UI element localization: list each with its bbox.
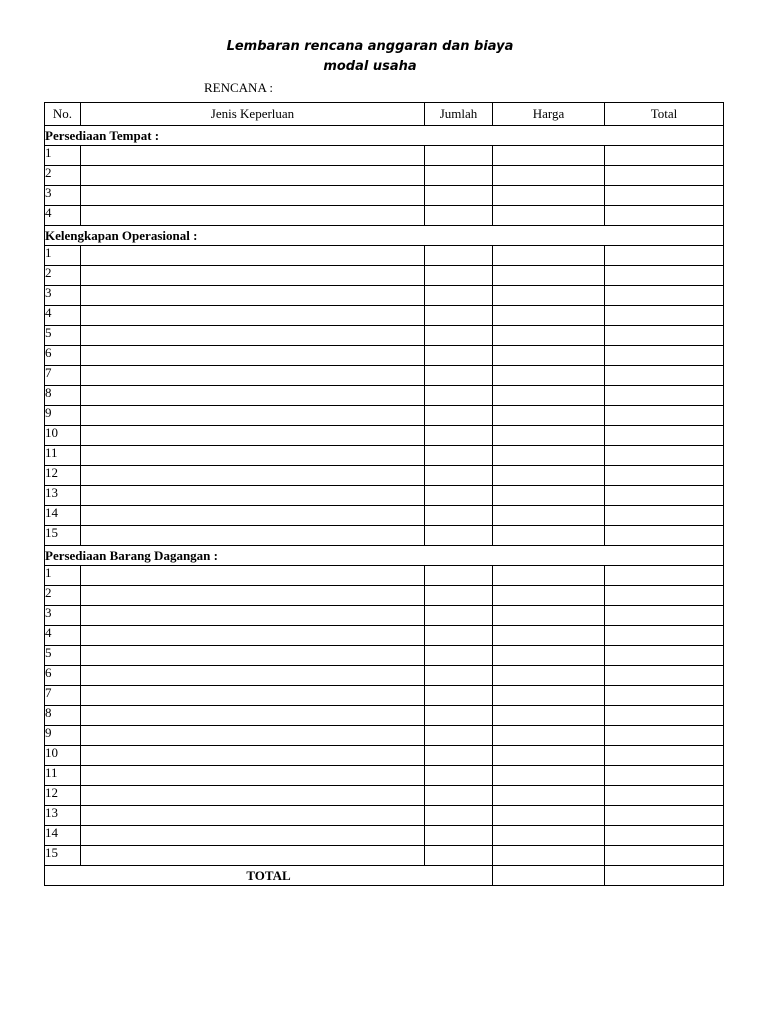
jenis-keperluan-cell[interactable] bbox=[81, 586, 425, 606]
jumlah-cell[interactable] bbox=[425, 626, 493, 646]
harga-cell[interactable] bbox=[493, 746, 605, 766]
section-row bbox=[45, 546, 724, 566]
jumlah-cell[interactable] bbox=[425, 786, 493, 806]
jumlah-cell[interactable] bbox=[425, 306, 493, 326]
harga-cell[interactable] bbox=[493, 206, 605, 226]
jenis-keperluan-cell[interactable] bbox=[81, 266, 425, 286]
jenis-keperluan-cell[interactable] bbox=[81, 146, 425, 166]
total-cell[interactable] bbox=[605, 346, 724, 366]
total-cell[interactable] bbox=[605, 386, 724, 406]
jenis-keperluan-cell[interactable] bbox=[81, 486, 425, 506]
row-number: 12 bbox=[45, 786, 81, 806]
jenis-keperluan-cell[interactable] bbox=[81, 426, 425, 446]
row-number: 6 bbox=[45, 666, 81, 686]
harga-cell[interactable] bbox=[493, 186, 605, 206]
jumlah-cell[interactable] bbox=[425, 726, 493, 746]
jenis-keperluan-cell[interactable] bbox=[81, 666, 425, 686]
jumlah-cell[interactable] bbox=[425, 586, 493, 606]
table-row bbox=[45, 466, 724, 486]
total-cell[interactable] bbox=[605, 246, 724, 266]
jumlah-cell[interactable] bbox=[425, 806, 493, 826]
table-row bbox=[45, 306, 724, 326]
table-row bbox=[45, 626, 724, 646]
harga-cell[interactable] bbox=[493, 646, 605, 666]
total-cell[interactable] bbox=[605, 466, 724, 486]
total-cell[interactable] bbox=[605, 846, 724, 866]
total-cell[interactable] bbox=[605, 146, 724, 166]
harga-cell[interactable] bbox=[493, 606, 605, 626]
jenis-keperluan-cell[interactable] bbox=[81, 526, 425, 546]
jenis-keperluan-cell[interactable] bbox=[81, 766, 425, 786]
row-number: 1 bbox=[45, 146, 81, 166]
jenis-keperluan-cell[interactable] bbox=[81, 686, 425, 706]
total-cell[interactable] bbox=[605, 586, 724, 606]
harga-cell[interactable] bbox=[493, 266, 605, 286]
table-row bbox=[45, 486, 724, 506]
jenis-keperluan-cell[interactable] bbox=[81, 406, 425, 426]
total-cell[interactable] bbox=[605, 626, 724, 646]
jumlah-cell[interactable] bbox=[425, 466, 493, 486]
jumlah-cell[interactable] bbox=[425, 606, 493, 626]
jenis-keperluan-cell[interactable] bbox=[81, 306, 425, 326]
total-cell[interactable] bbox=[605, 266, 724, 286]
harga-cell[interactable] bbox=[493, 446, 605, 466]
harga-cell[interactable] bbox=[493, 826, 605, 846]
jenis-keperluan-cell[interactable] bbox=[81, 286, 425, 306]
table-row bbox=[45, 586, 724, 606]
total-label: TOTAL bbox=[45, 866, 493, 886]
header-jumlah: Jumlah bbox=[425, 103, 493, 126]
jumlah-cell[interactable] bbox=[425, 406, 493, 426]
table-row bbox=[45, 726, 724, 746]
harga-cell[interactable] bbox=[493, 806, 605, 826]
table-row bbox=[45, 686, 724, 706]
row-number: 3 bbox=[45, 186, 81, 206]
row-number: 14 bbox=[45, 506, 81, 526]
total-cell[interactable] bbox=[605, 766, 724, 786]
row-number: 3 bbox=[45, 606, 81, 626]
row-number: 2 bbox=[45, 166, 81, 186]
section-title: Persediaan Tempat : bbox=[45, 126, 724, 146]
row-number: 13 bbox=[45, 486, 81, 506]
jenis-keperluan-cell[interactable] bbox=[81, 706, 425, 726]
header-no: No. bbox=[45, 103, 81, 126]
harga-cell[interactable] bbox=[493, 526, 605, 546]
table-row bbox=[45, 706, 724, 726]
jumlah-cell[interactable] bbox=[425, 146, 493, 166]
harga-cell[interactable] bbox=[493, 766, 605, 786]
section-row bbox=[45, 226, 724, 246]
table-row bbox=[45, 606, 724, 626]
row-number: 12 bbox=[45, 466, 81, 486]
harga-cell[interactable] bbox=[493, 586, 605, 606]
harga-cell[interactable] bbox=[493, 426, 605, 446]
header-harga: Harga bbox=[493, 103, 605, 126]
total-cell[interactable] bbox=[605, 446, 724, 466]
jumlah-cell[interactable] bbox=[425, 386, 493, 406]
jumlah-cell[interactable] bbox=[425, 326, 493, 346]
table-row bbox=[45, 826, 724, 846]
jumlah-cell[interactable] bbox=[425, 706, 493, 726]
jenis-keperluan-cell[interactable] bbox=[81, 846, 425, 866]
total-cell[interactable] bbox=[605, 826, 724, 846]
table-row bbox=[45, 426, 724, 446]
jumlah-cell[interactable] bbox=[425, 166, 493, 186]
total-cell[interactable] bbox=[605, 326, 724, 346]
row-number: 8 bbox=[45, 386, 81, 406]
row-number: 5 bbox=[45, 326, 81, 346]
document-title-line-2: modal usaha bbox=[323, 59, 417, 74]
header-total: Total bbox=[605, 103, 724, 126]
jumlah-cell[interactable] bbox=[425, 566, 493, 586]
total-cell[interactable] bbox=[605, 666, 724, 686]
total-cell[interactable] bbox=[605, 286, 724, 306]
jumlah-cell[interactable] bbox=[425, 446, 493, 466]
harga-cell[interactable] bbox=[493, 506, 605, 526]
total-cell[interactable] bbox=[605, 566, 724, 586]
jumlah-cell[interactable] bbox=[425, 506, 493, 526]
table-row bbox=[45, 266, 724, 286]
row-number: 4 bbox=[45, 626, 81, 646]
jumlah-cell[interactable] bbox=[425, 666, 493, 686]
jenis-keperluan-cell[interactable] bbox=[81, 246, 425, 266]
jenis-keperluan-cell[interactable] bbox=[81, 366, 425, 386]
total-cell[interactable] bbox=[605, 166, 724, 186]
table-row bbox=[45, 766, 724, 786]
row-number: 15 bbox=[45, 526, 81, 546]
jumlah-cell[interactable] bbox=[425, 846, 493, 866]
jumlah-cell[interactable] bbox=[425, 186, 493, 206]
rencana-label: RENCANA : bbox=[204, 80, 273, 95]
section-title: Kelengkapan Operasional : bbox=[45, 226, 724, 246]
row-number: 9 bbox=[45, 726, 81, 746]
jumlah-cell[interactable] bbox=[425, 266, 493, 286]
row-number: 5 bbox=[45, 646, 81, 666]
row-number: 4 bbox=[45, 206, 81, 226]
jumlah-cell[interactable] bbox=[425, 286, 493, 306]
jumlah-cell[interactable] bbox=[425, 826, 493, 846]
jumlah-cell[interactable] bbox=[425, 686, 493, 706]
row-number: 10 bbox=[45, 746, 81, 766]
row-number: 14 bbox=[45, 826, 81, 846]
jenis-keperluan-cell[interactable] bbox=[81, 746, 425, 766]
jenis-keperluan-cell[interactable] bbox=[81, 506, 425, 526]
harga-cell[interactable] bbox=[493, 566, 605, 586]
row-number: 3 bbox=[45, 286, 81, 306]
table-row bbox=[45, 346, 724, 366]
table-row bbox=[45, 386, 724, 406]
row-number: 7 bbox=[45, 686, 81, 706]
row-number: 13 bbox=[45, 806, 81, 826]
harga-cell[interactable] bbox=[493, 246, 605, 266]
total-cell[interactable] bbox=[605, 426, 724, 446]
table-row bbox=[45, 166, 724, 186]
jenis-keperluan-cell[interactable] bbox=[81, 466, 425, 486]
jenis-keperluan-cell[interactable] bbox=[81, 186, 425, 206]
total-cell[interactable] bbox=[605, 526, 724, 546]
table-row bbox=[45, 806, 724, 826]
jenis-keperluan-cell[interactable] bbox=[81, 826, 425, 846]
table-row bbox=[45, 746, 724, 766]
jumlah-cell[interactable] bbox=[425, 366, 493, 386]
total-cell[interactable] bbox=[605, 406, 724, 426]
total-harga-cell[interactable] bbox=[493, 866, 605, 886]
total-cell[interactable] bbox=[605, 366, 724, 386]
table-row bbox=[45, 326, 724, 346]
table-row bbox=[45, 506, 724, 526]
total-cell[interactable] bbox=[605, 206, 724, 226]
table-row bbox=[45, 146, 724, 166]
table-row bbox=[45, 186, 724, 206]
table-row bbox=[45, 666, 724, 686]
table-row bbox=[45, 366, 724, 386]
table-row bbox=[45, 446, 724, 466]
total-cell[interactable] bbox=[605, 706, 724, 726]
table-row bbox=[45, 566, 724, 586]
total-cell[interactable] bbox=[605, 806, 724, 826]
harga-cell[interactable] bbox=[493, 626, 605, 646]
harga-cell[interactable] bbox=[493, 466, 605, 486]
jenis-keperluan-cell[interactable] bbox=[81, 166, 425, 186]
total-cell[interactable] bbox=[605, 186, 724, 206]
harga-cell[interactable] bbox=[493, 326, 605, 346]
jumlah-cell[interactable] bbox=[425, 206, 493, 226]
total-cell[interactable] bbox=[605, 786, 724, 806]
total-cell[interactable] bbox=[605, 646, 724, 666]
table-row bbox=[45, 646, 724, 666]
table-row bbox=[45, 526, 724, 546]
section-title: Persediaan Barang Dagangan : bbox=[45, 546, 724, 566]
total-cell[interactable] bbox=[605, 306, 724, 326]
section-row bbox=[45, 126, 724, 146]
document-title-line-1: Lembaran rencana anggaran dan biaya bbox=[226, 39, 514, 54]
jenis-keperluan-cell[interactable] bbox=[81, 646, 425, 666]
jumlah-cell[interactable] bbox=[425, 526, 493, 546]
total-cell[interactable] bbox=[605, 606, 724, 626]
harga-cell[interactable] bbox=[493, 166, 605, 186]
row-number: 2 bbox=[45, 586, 81, 606]
row-number: 9 bbox=[45, 406, 81, 426]
jumlah-cell[interactable] bbox=[425, 486, 493, 506]
harga-cell[interactable] bbox=[493, 386, 605, 406]
budget-table bbox=[44, 102, 724, 886]
jenis-keperluan-cell[interactable] bbox=[81, 726, 425, 746]
total-cell[interactable] bbox=[605, 746, 724, 766]
harga-cell[interactable] bbox=[493, 706, 605, 726]
jenis-keperluan-cell[interactable] bbox=[81, 386, 425, 406]
table-row bbox=[45, 786, 724, 806]
jumlah-cell[interactable] bbox=[425, 426, 493, 446]
harga-cell[interactable] bbox=[493, 406, 605, 426]
jenis-keperluan-cell[interactable] bbox=[81, 346, 425, 366]
harga-cell[interactable] bbox=[493, 146, 605, 166]
harga-cell[interactable] bbox=[493, 366, 605, 386]
table-row bbox=[45, 286, 724, 306]
row-number: 15 bbox=[45, 846, 81, 866]
row-number: 8 bbox=[45, 706, 81, 726]
row-number: 6 bbox=[45, 346, 81, 366]
harga-cell[interactable] bbox=[493, 346, 605, 366]
row-number: 7 bbox=[45, 366, 81, 386]
jumlah-cell[interactable] bbox=[425, 746, 493, 766]
total-total-cell[interactable] bbox=[605, 866, 724, 886]
table-row bbox=[45, 206, 724, 226]
row-number: 11 bbox=[45, 766, 81, 786]
total-cell[interactable] bbox=[605, 686, 724, 706]
table-row bbox=[45, 246, 724, 266]
jumlah-cell[interactable] bbox=[425, 346, 493, 366]
table-row bbox=[45, 846, 724, 866]
harga-cell[interactable] bbox=[493, 306, 605, 326]
jenis-keperluan-cell[interactable] bbox=[81, 626, 425, 646]
row-number: 11 bbox=[45, 446, 81, 466]
jenis-keperluan-cell[interactable] bbox=[81, 806, 425, 826]
table-body bbox=[45, 126, 724, 866]
jumlah-cell[interactable] bbox=[425, 766, 493, 786]
header-jenis-keperluan: Jenis Keperluan bbox=[81, 103, 425, 126]
row-number: 1 bbox=[45, 566, 81, 586]
harga-cell[interactable] bbox=[493, 726, 605, 746]
total-cell[interactable] bbox=[605, 726, 724, 746]
total-row bbox=[45, 866, 724, 886]
harga-cell[interactable] bbox=[493, 286, 605, 306]
jenis-keperluan-cell[interactable] bbox=[81, 206, 425, 226]
harga-cell[interactable] bbox=[493, 686, 605, 706]
jenis-keperluan-cell[interactable] bbox=[81, 606, 425, 626]
row-number: 4 bbox=[45, 306, 81, 326]
row-number: 10 bbox=[45, 426, 81, 446]
harga-cell[interactable] bbox=[493, 486, 605, 506]
jenis-keperluan-cell[interactable] bbox=[81, 566, 425, 586]
harga-cell[interactable] bbox=[493, 786, 605, 806]
harga-cell[interactable] bbox=[493, 666, 605, 686]
row-number: 2 bbox=[45, 266, 81, 286]
row-number: 1 bbox=[45, 246, 81, 266]
jumlah-cell[interactable] bbox=[425, 246, 493, 266]
total-cell[interactable] bbox=[605, 486, 724, 506]
jumlah-cell[interactable] bbox=[425, 646, 493, 666]
table-header-row bbox=[45, 103, 724, 126]
jenis-keperluan-cell[interactable] bbox=[81, 446, 425, 466]
harga-cell[interactable] bbox=[493, 846, 605, 866]
table-row bbox=[45, 406, 724, 426]
jenis-keperluan-cell[interactable] bbox=[81, 786, 425, 806]
total-cell[interactable] bbox=[605, 506, 724, 526]
jenis-keperluan-cell[interactable] bbox=[81, 326, 425, 346]
